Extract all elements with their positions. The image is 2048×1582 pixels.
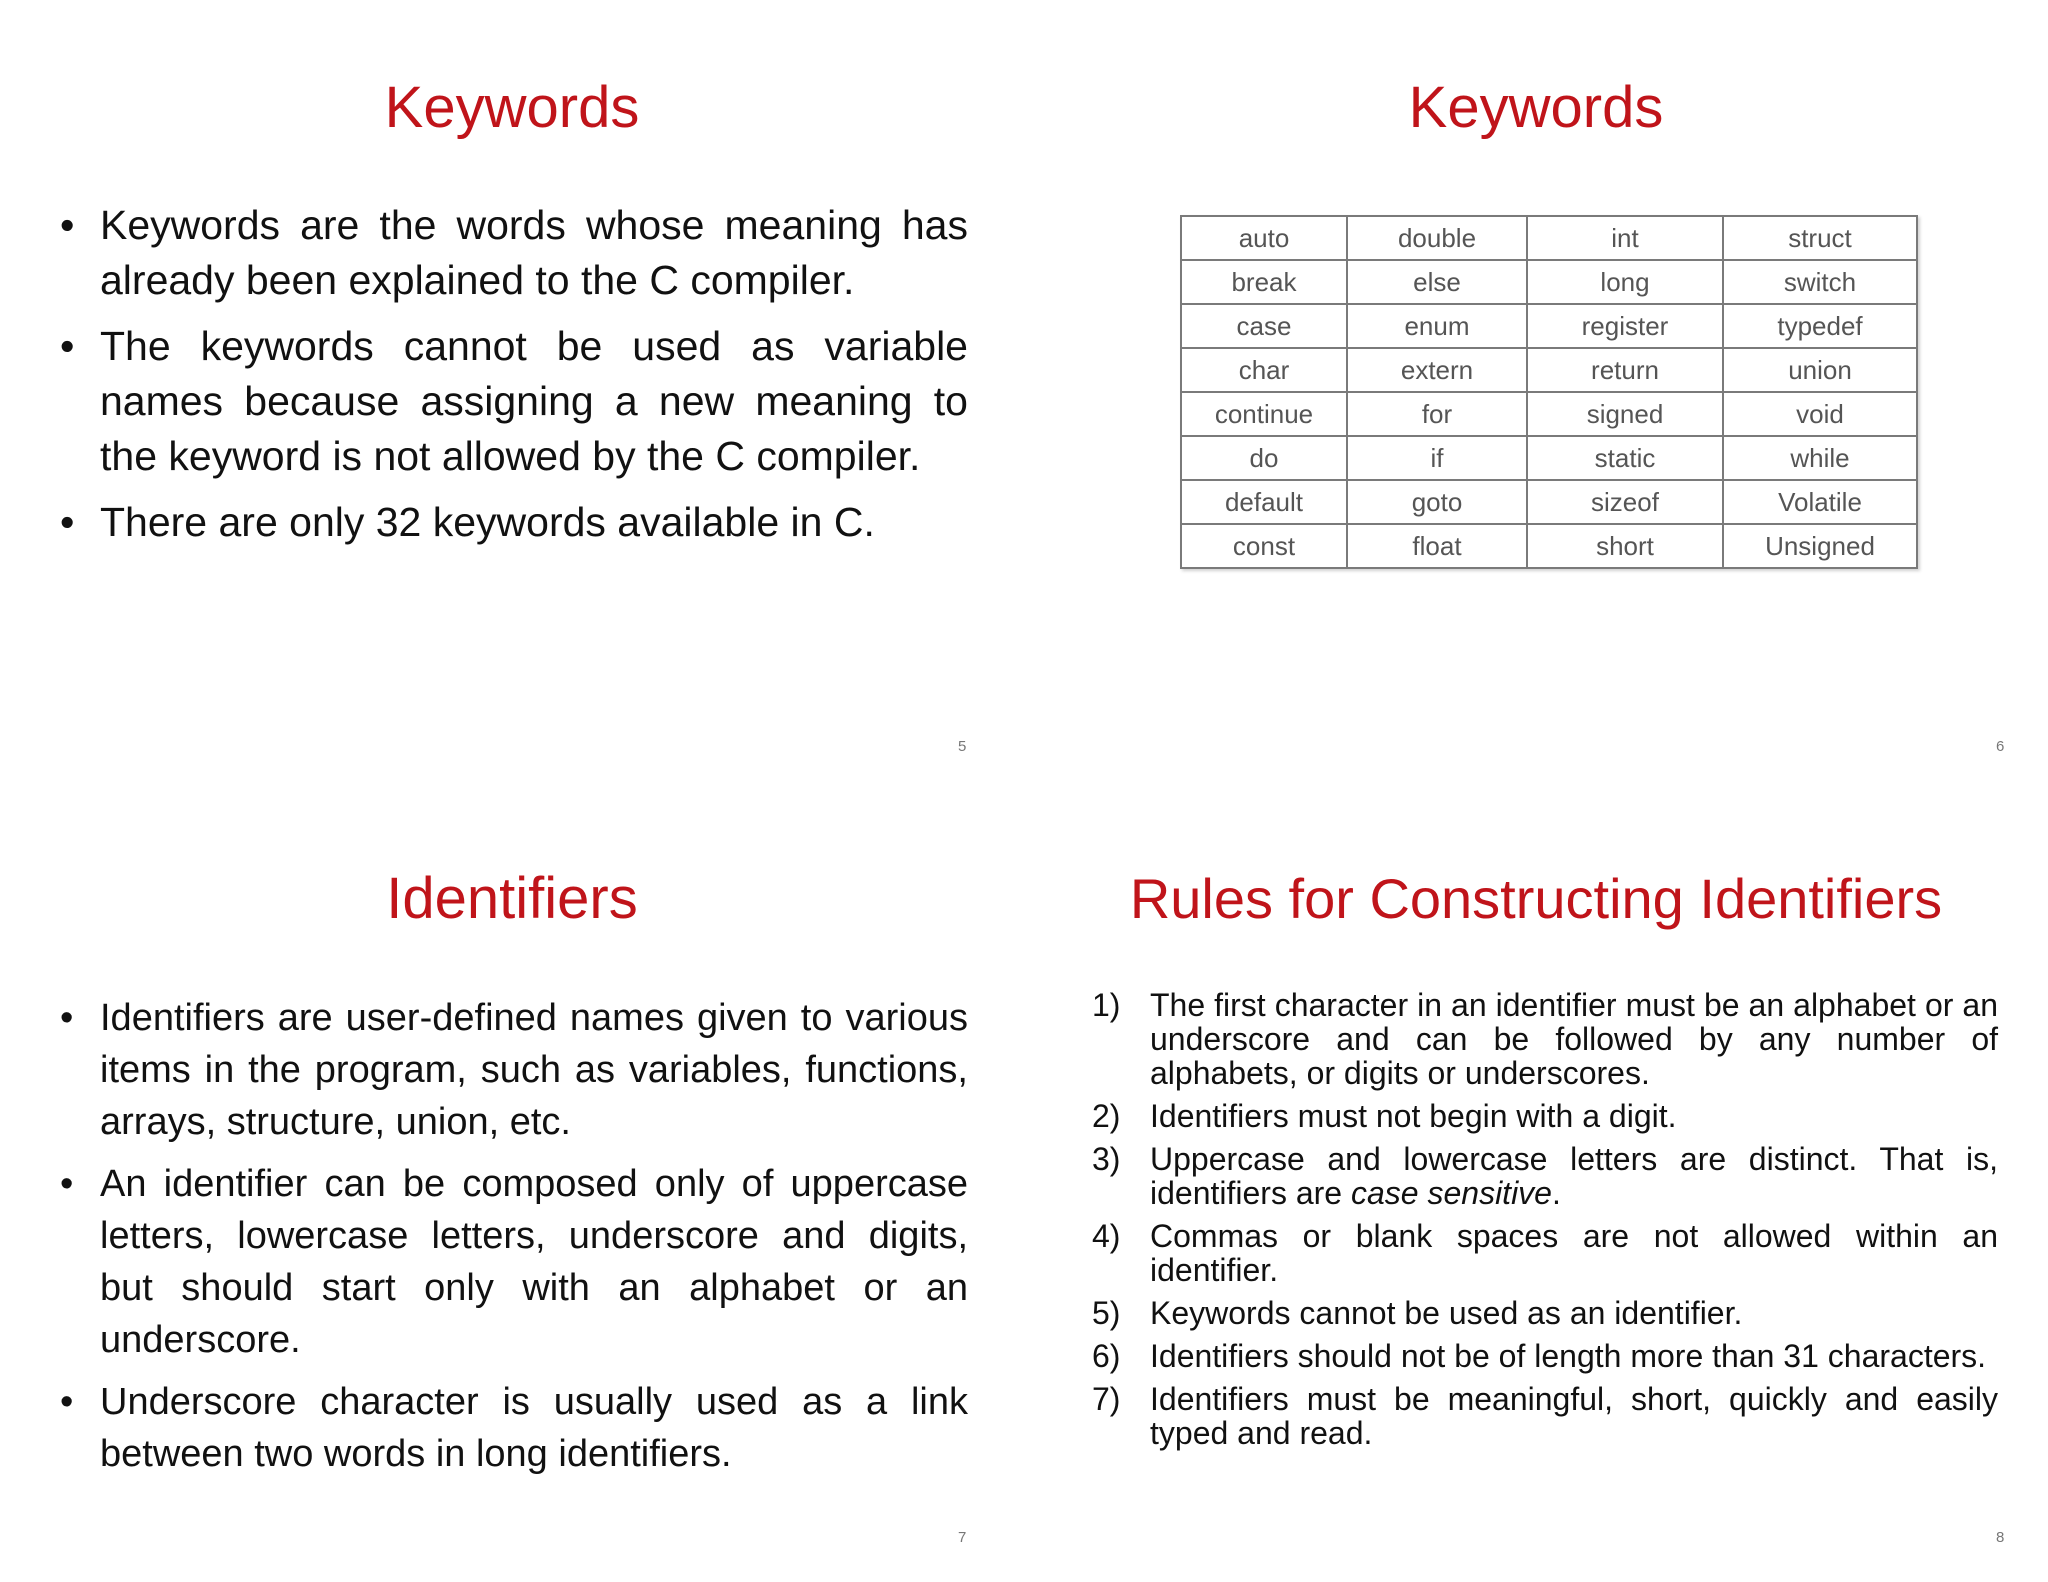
slide-title: Keywords (1408, 75, 1664, 140)
bullet-item: • The keywords cannot be used as variable names because assigning a new meaning to the keyword is not allowed by the C compiler. (60, 319, 968, 484)
rule-item (1092, 1099, 1998, 1133)
rule-emphasis: case sensitive (1350, 1175, 1552, 1211)
page-number: 8 (1996, 1529, 2005, 1546)
slide-6 (1024, 0, 2048, 791)
keywords-table-row (1181, 260, 1917, 304)
keyword-cell: short (1527, 524, 1723, 568)
keyword-cell: Volatile (1723, 480, 1917, 524)
rule-number: 3) (1092, 1141, 1121, 1177)
keyword-cell: sizeof (1527, 480, 1723, 524)
keyword-cell: extern (1347, 348, 1527, 392)
rule-number: 7) (1092, 1381, 1121, 1417)
rule-text: Keywords cannot be used as an identifier. (1150, 1295, 1743, 1331)
keyword-cell: auto (1181, 216, 1347, 260)
rule-number: 6) (1092, 1338, 1121, 1374)
rule-number: 4) (1092, 1218, 1121, 1254)
rule-text: Commas or blank spaces are not allowed within an identifier. (1150, 1218, 1998, 1288)
keyword-cell: const (1181, 524, 1347, 568)
keyword-cell: float (1347, 524, 1527, 568)
rule-text: Identifiers should not be of length more than 31 characters. (1150, 1338, 1987, 1374)
keywords-table-row (1181, 524, 1917, 568)
keyword-cell: switch (1723, 260, 1917, 304)
bullet-item: • Underscore character is usually used as a link between two words in long identifiers. (60, 1376, 968, 1480)
keywords-table-row (1181, 436, 1917, 480)
keywords-table-row (1181, 392, 1917, 436)
rule-item (1092, 1142, 1998, 1210)
keyword-cell: case (1181, 304, 1347, 348)
bullet-item: • An identifier can be composed only of uppercase letters, lowercase letters, underscore and digits, but should start only with an alphabet or an underscore. (60, 1158, 968, 1366)
rule-number: 2) (1092, 1098, 1121, 1134)
keyword-cell: do (1181, 436, 1347, 480)
slide-8 (1024, 791, 2048, 1582)
page-number: 7 (958, 1529, 967, 1546)
slide-title: Rules for Constructing Identifiers (1129, 867, 1943, 930)
keyword-cell: default (1181, 480, 1347, 524)
rule-text: The first character in an identifier must be an alphabet or an underscore and can be followed by any number of alphabets, or digits or underscores. (1150, 987, 1998, 1091)
rule-item (1092, 1339, 1998, 1373)
keyword-cell: else (1347, 260, 1527, 304)
keywords-table-row (1181, 480, 1917, 524)
slide-title: Keywords (384, 75, 640, 140)
keyword-cell: int (1527, 216, 1723, 260)
keywords-table (1180, 215, 1918, 569)
keyword-cell: typedef (1723, 304, 1917, 348)
keyword-cell: Unsigned (1723, 524, 1917, 568)
bullet-item: • Keywords are the words whose meaning has already been explained to the C compiler. (60, 198, 968, 308)
bullet-list (60, 198, 968, 561)
rule-item (1092, 1219, 1998, 1287)
keyword-cell: union (1723, 348, 1917, 392)
keyword-cell: void (1723, 392, 1917, 436)
rule-item (1092, 988, 1998, 1090)
keywords-table-row (1181, 304, 1917, 348)
keyword-cell: break (1181, 260, 1347, 304)
page-number: 5 (958, 738, 967, 755)
keyword-cell: while (1723, 436, 1917, 480)
keyword-cell: static (1527, 436, 1723, 480)
keyword-cell: struct (1723, 216, 1917, 260)
keyword-cell: char (1181, 348, 1347, 392)
rule-item (1092, 1382, 1998, 1450)
keyword-cell: double (1347, 216, 1527, 260)
keyword-cell: signed (1527, 392, 1723, 436)
rule-number: 5) (1092, 1295, 1121, 1331)
keywords-table-row (1181, 348, 1917, 392)
rules-list (1092, 988, 1998, 1459)
slide-7 (0, 791, 1024, 1582)
rule-text: Identifiers must be meaningful, short, quickly and easily typed and read. (1150, 1381, 1998, 1451)
keyword-cell: continue (1181, 392, 1347, 436)
rule-number: 1) (1092, 987, 1121, 1023)
slide-title: Identifiers (386, 866, 638, 931)
keyword-cell: register (1527, 304, 1723, 348)
slide-5 (0, 0, 1024, 791)
bullet-item: • There are only 32 keywords available in C. (60, 495, 968, 550)
keyword-cell: if (1347, 436, 1527, 480)
bullet-list (60, 992, 968, 1490)
keyword-cell: goto (1347, 480, 1527, 524)
keyword-cell: enum (1347, 304, 1527, 348)
page-number: 6 (1996, 738, 2005, 755)
keywords-table-row (1181, 216, 1917, 260)
keyword-cell: return (1527, 348, 1723, 392)
keyword-cell: for (1347, 392, 1527, 436)
rule-text: Uppercase and lowercase letters are distinct. That is, identifiers are (1150, 1141, 1998, 1211)
keyword-cell: long (1527, 260, 1723, 304)
rule-text: Identifiers must not begin with a digit. (1150, 1098, 1677, 1134)
bullet-item: • Identifiers are user-defined names given to various items in the program, such as variables, functions, arrays, structure, union, etc. (60, 992, 968, 1148)
rule-item (1092, 1296, 1998, 1330)
rule-text-end: . (1551, 1175, 1561, 1211)
